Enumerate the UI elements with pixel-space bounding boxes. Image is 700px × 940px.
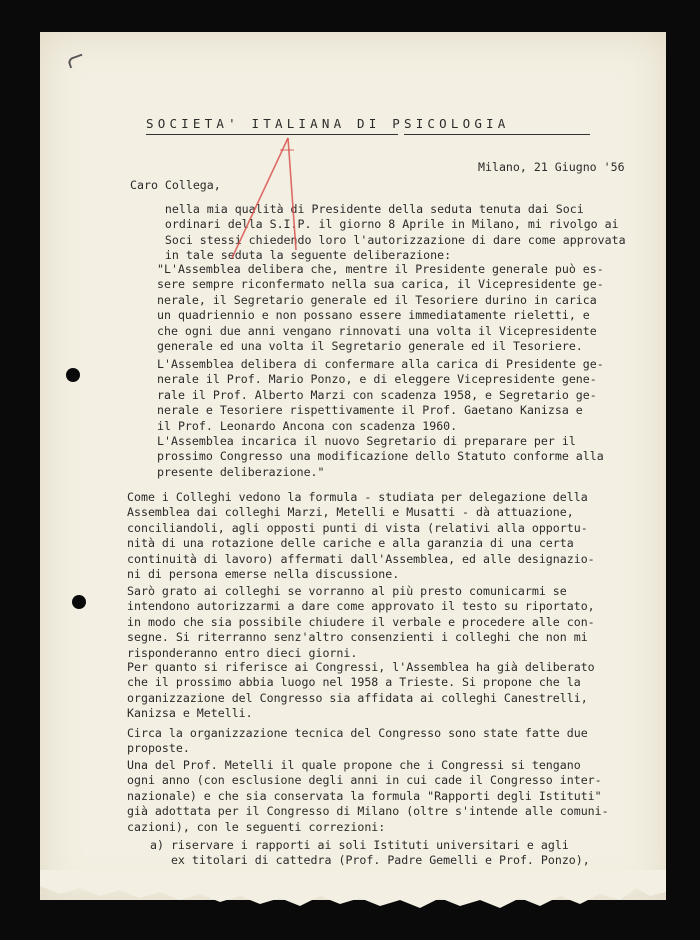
paragraph-metelli-proposal: Una del Prof. Metelli il quale propone che i Congressi si tengano ogni anno (con esclusione degli anni in cui cade il Congresso inter- nazionale) e che sia conservata la formula "Rapporti degli Istituti" già adottata per il Congresso di Milano (oltre s'intende alle comuni- cazioni), con le seguenti correzioni: bbox=[127, 758, 609, 834]
paragraph-congress: Per quanto si riferisce ai Congressi, l'Assemblea ha già deliberato che il prossimo abbia luogo nel 1958 a Trieste. Si propone che la organizzazione del Congresso sia affidata ai colleghi Canestrelli, Kanizsa e Metelli. bbox=[127, 660, 595, 721]
letterhead-title: SOCIETA' ITALIANA DI PSICOLOGIA bbox=[146, 116, 510, 131]
letter-date: Milano, 21 Giugno '56 bbox=[478, 160, 625, 174]
heading-underline-left bbox=[146, 134, 398, 135]
letter-greeting: Caro Collega, bbox=[130, 178, 221, 192]
paragraph-formula: Come i Colleghi vedono la formula - studiata per delegazione della Assemblea dai colleghi Marzi, Metelli e Musatti - dà attuazione, conciliandoli, agli opposti punti di vista (relativi alla opportu- nità di una rotazione delle cariche e alla garanzia di una certa continuità di lavoro) affermati dall'Assemblea, ed alle designazio- ni di persona emerse nella discussione. bbox=[127, 490, 595, 582]
resolution-quote-3: L'Assemblea incarica il nuovo Segretario di preparare per il prossimo Congresso una modificazione dello Statuto conforme alla presente deliberazione." bbox=[157, 434, 604, 479]
list-item-a: a) riservare i rapporti ai soli Istituti universitari e agli ex titolari di cattedra (Prof. Padre Gemelli e Prof. Ponzo), bbox=[150, 838, 590, 868]
heading-underline-right bbox=[404, 134, 590, 135]
paragraph-organization: Circa la organizzazione tecnica del Congresso sono state fatte due proposte. bbox=[127, 726, 588, 756]
torn-edge bbox=[40, 870, 666, 910]
intro-paragraph: nella mia qualità di Presidente della seduta tenuta dai Soci ordinari della S.I.P. il giorno 8 Aprile in Milano, mi rivolgo ai Soci stessi chiedendo loro l'autorizzazione di dare come approvata in tale seduta la seguente deliberazione: bbox=[164, 202, 626, 263]
punch-hole-bottom bbox=[72, 595, 86, 609]
resolution-quote-2: L'Assemblea delibera di confermare alla carica di Presidente ge- nerale il Prof. Mario Ponzo, e di eleggere Vicepresidente gene- rale il Prof. Alberto Marzi con scadenza 1958, e Segretario ge- nerale e Tesoriere rispettivamente il Prof. Gaetano Kanizsa e il Prof. Leonardo Ancona con scadenza 1960. bbox=[157, 357, 604, 433]
resolution-quote-1: "L'Assemblea delibera che, mentre il Presidente generale può es- sere sempre riconfermato nella sua carica, il Vicepresidente ge- nerale, il Segretario generale ed il Tesoriere durino in carica un quadriennio e non possano essere immediatamente rieletti, e che ogni due anni vengano rinnovati una volta il Vicepresidente generale ed una volta il Segretario generale ed il Tesoriere. bbox=[157, 262, 604, 354]
punch-hole-top bbox=[66, 368, 80, 382]
paragraph-request: Sarò grato ai colleghi se vorranno al più presto comunicarmi se intendono autorizzarmi a dare come approvato il testo su riportato, in modo che sia possibile chiudere il verbale e procedere alle con- segne. Si riterranno senz'altro consenzienti i colleghi che non mi risponderanno entro dieci giorni. bbox=[127, 584, 595, 660]
